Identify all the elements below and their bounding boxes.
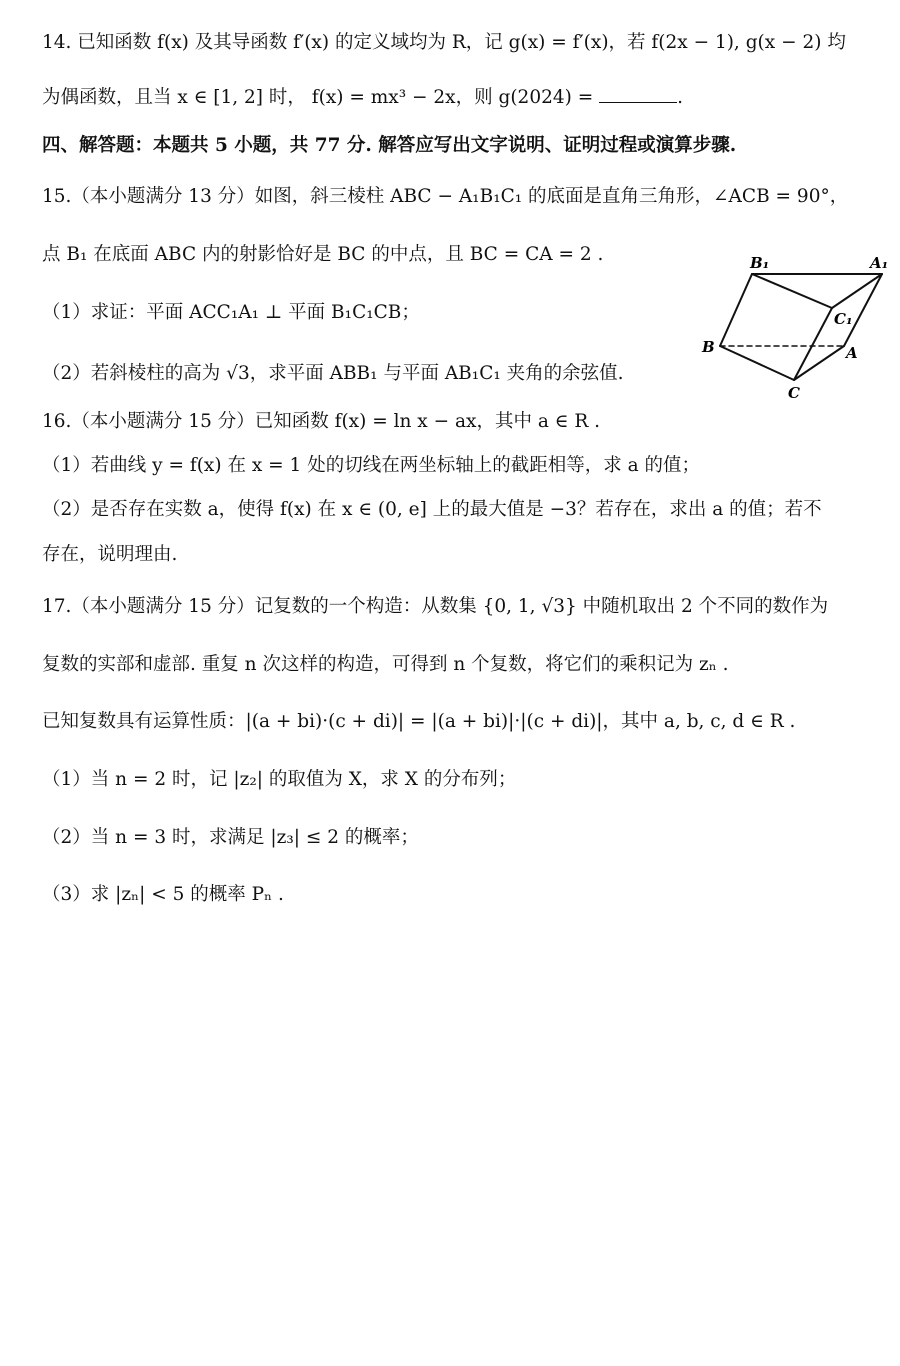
edge-c1-a1 <box>832 274 882 308</box>
line-14b <box>42 84 683 111</box>
line-16c: （2）是否存在实数 a，使得 f(x) 在 x ∈ (0, e] 上的最大值是 −3？若存在，求出 a 的值；若不 <box>42 499 822 520</box>
edge-b1-c1 <box>752 274 832 308</box>
label-b: B <box>702 338 715 356</box>
line-15b: 点 B₁ 在底面 ABC 内的射影恰好是 BC 的中点，且 BC = CA = 2 . <box>42 244 604 265</box>
label-a1: A₁ <box>870 254 889 272</box>
line-14b-text: 为偶函数，且当 x ∈ [1, 2] 时， f(x) = mx³ − 2x，则 g(2024) = <box>42 87 600 108</box>
line-16a: 16.（本小题满分 15 分）已知函数 f(x) = ln x − ax，其中 a ∈ R . <box>42 411 601 432</box>
edge-c1-c <box>794 308 832 380</box>
line-16b: （1）若曲线 y = f(x) 在 x = 1 处的切线在两坐标轴上的截距相等，求 a 的值； <box>42 455 700 476</box>
line-17b: 复数的实部和虚部. 重复 n 次这样的构造，可得到 n 个复数，将它们的乘积记为 zₙ . <box>42 654 729 675</box>
line-17c: 已知复数具有运算性质：|(a + bi)·(c + di)| = |(a + bi)|·|(c + di)|，其中 a, b, c, d ∈ R . <box>42 711 796 732</box>
line-15d: （2）若斜棱柱的高为 √3，求平面 ABB₁ 与平面 AB₁C₁ 夹角的余弦值. <box>42 363 624 384</box>
line-17e: （2）当 n = 3 时，求满足 |z₃| ≤ 2 的概率； <box>42 827 419 848</box>
answer-blank <box>599 84 677 103</box>
line-15c: （1）求证：平面 ACC₁A₁ ⊥ 平面 B₁C₁CB； <box>42 302 420 323</box>
prism-figure <box>698 250 898 402</box>
period: . <box>677 87 683 108</box>
label-a: A <box>846 344 858 362</box>
label-c: C <box>788 384 800 402</box>
edge-c-a <box>794 346 844 380</box>
line-15a: 15.（本小题满分 13 分）如图，斜三棱柱 ABC − A₁B₁C₁ 的底面是直角三角形，∠ACB = 90°， <box>42 186 849 207</box>
edge-b-c <box>720 346 794 380</box>
line-17d: （1）当 n = 2 时，记 |z₂| 的取值为 X，求 X 的分布列； <box>42 769 517 790</box>
line-17f: （3）求 |zₙ| < 5 的概率 Pₙ . <box>42 884 284 905</box>
line-14a: 14. 已知函数 f(x) 及其导函数 f′(x) 的定义域均为 R，记 g(x) = f′(x)，若 f(2x − 1), g(x − 2) 均 <box>42 32 846 53</box>
section-4-heading: 四、解答题：本题共 5 小题，共 77 分. 解答应写出文字说明、证明过程或演算步骤. <box>42 135 737 156</box>
edge-b1-b <box>720 274 752 346</box>
line-16d: 存在，说明理由. <box>42 544 178 565</box>
label-b1: B₁ <box>750 254 770 272</box>
line-17a: 17.（本小题满分 15 分）记复数的一个构造：从数集 {0, 1, √3} 中随机取出 2 个不同的数作为 <box>42 596 829 617</box>
label-c1: C₁ <box>834 310 853 328</box>
